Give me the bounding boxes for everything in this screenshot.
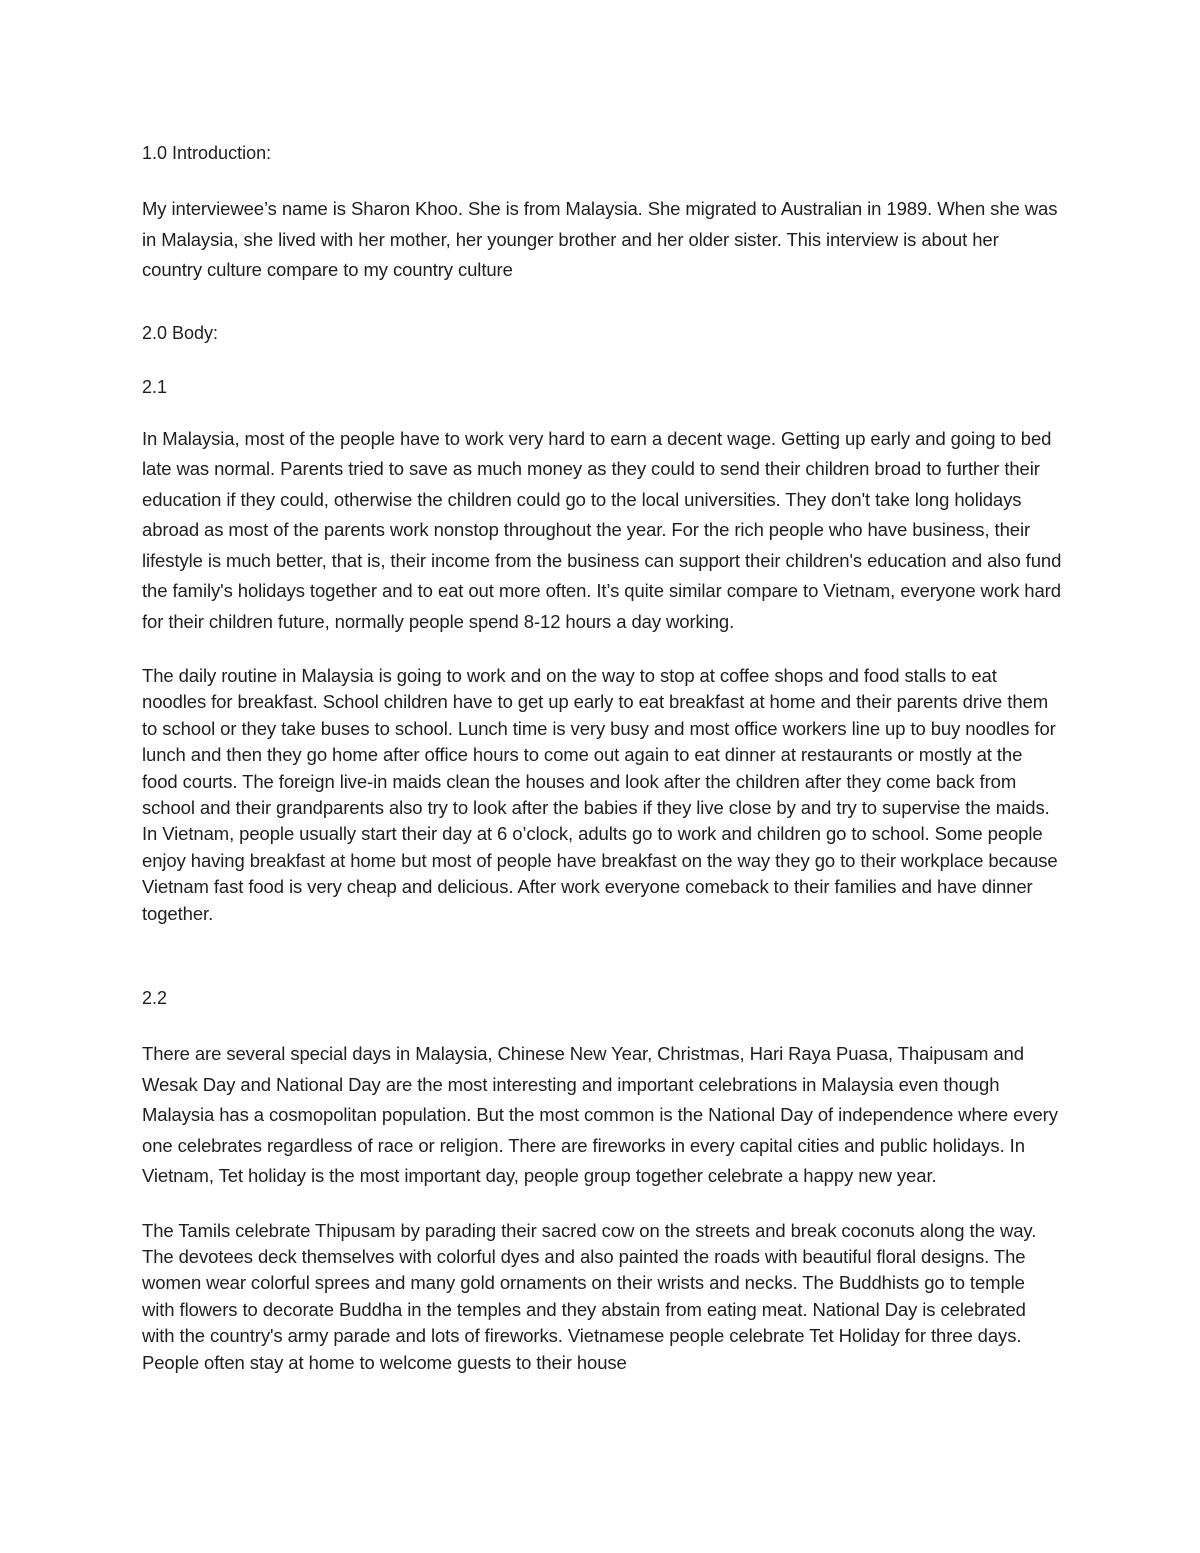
section-2-1-paragraph-1: In Malaysia, most of the people have to work very hard to earn a decent wage. Getting up early and going to bed late was normal. Parents tried to save as much money as they could to send their children broad to further their education if they could, otherwise the children could go to the local universities. They don't take long holidays abroad as most of the parents work nonstop throughout the year. For the rich people who have business, their lifestyle is much better, that is, their income from the business can support their children's education and also fund the family's holidays together and to eat out more often. It’s quite similar compare to Vietnam, everyone work hard for their children future, normally people spend 8-12 hours a day working. [142, 427, 1062, 632]
section-2-1-paragraph-2: The daily routine in Malaysia is going to work and on the way to stop at coffee shops and food stalls to eat noodles for breakfast. School children have to get up early to eat breakfast at home and their parents drive them to school or they take buses to school. Lunch time is very busy and most office workers line up to buy noodles for lunch and then they go home after office hours to come out again to eat dinner at restaurants or mostly at the food courts. The foreign live-in maids clean the houses and look after the children after they come back from school and their grandparents also try to look after the babies if they live close by and try to supervise the maids. In Vietnam, people usually start their day at 6 o’clock, adults go to work and children go to school. Some people enjoy having breakfast at home but most of people have breakfast on the way they go to their workplace because Vietnam fast food is very cheap and delicious. After work everyone comeback to their families and have dinner together. [142, 665, 1058, 924]
section-2-2-heading: 2.2 [142, 988, 168, 1009]
section-2-2-paragraph-2: The Tamils celebrate Thipusam by parading their sacred cow on the streets and break coconuts along the way. The devotees deck themselves with colorful dyes and also painted the roads with beautiful floral designs. The women wear colorful sprees and many gold ornaments on their wrists and necks. The Buddhists go to temple with flowers to decorate Buddha in the temples and they abstain from eating meat. National Day is celebrated with the country's army parade and lots of fireworks. Vietnamese people celebrate Tet Holiday for three days. People often stay at home to welcome guests to their house [142, 1219, 1037, 1373]
intro-paragraph: My interviewee’s name is Sharon Khoo. She is from Malaysia. She migrated to Australian in 1989. When she was in Malaysia, she lived with her mother, her younger brother and her older sister. This interview is about her country culture compare to my country culture [142, 198, 1058, 280]
intro-heading: 1.0 Introduction: [142, 143, 272, 163]
section-2-2-paragraph-1: There are several special days in Malaysia, Chinese New Year, Christmas, Hari Raya Puasa, Thaipusam and Wesak Day and National Day are the most interesting and important celebrations in Malaysia even though Malaysia has a cosmopolitan population. But the most common is the National Day of independence where every one celebrates regardless of race or religion. There are fireworks in every capital cities and public holidays. In Vietnam, Tet holiday is the most important day, people group together celebrate a happy new year. [142, 1043, 1058, 1187]
document-page [142, 140, 1062, 1376]
section-2-1-heading: 2.1 [142, 376, 168, 397]
body-heading: 2.0 Body: [142, 322, 219, 343]
